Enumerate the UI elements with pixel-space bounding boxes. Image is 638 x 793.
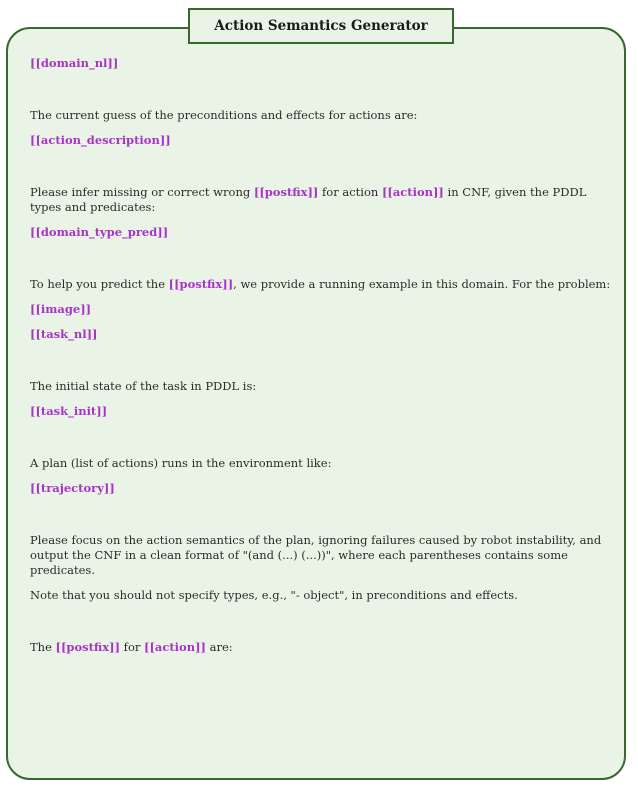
card-title: Action Semantics Generator <box>188 8 454 44</box>
placeholder-domain-type-pred: [[domain_type_pred]] <box>30 225 169 239</box>
final-text: The [[postfix]] for [[action]] are: <box>30 640 233 654</box>
placeholder-task-init: [[task_init]] <box>30 404 108 418</box>
placeholder-task-nl: [[task_nl]] <box>30 327 98 341</box>
placeholder-trajectory: [[trajectory]] <box>30 481 115 495</box>
plan-text: A plan (list of actions) runs in the environment like: <box>30 456 332 470</box>
placeholder-action-description: [[action_description]] <box>30 133 171 147</box>
initial-state-text: The initial state of the task in PDDL is: <box>30 379 257 393</box>
placeholder-action: [[action]] <box>381 185 444 199</box>
placeholder-postfix: [[postfix]] <box>55 640 121 654</box>
infer-text: Please infer missing or correct wrong [[postfix]] for action [[action]] in CNF, given the PDDL types and predicates: <box>30 185 587 214</box>
placeholder-domain-nl: [[domain_nl]] <box>30 56 119 70</box>
note-text: Note that you should not specify types, e.g., "- object", in preconditions and effects. <box>30 588 518 602</box>
prompt-content <box>30 56 615 655</box>
help-text: To help you predict the [[postfix]], we provide a running example in this domain. For the problem: <box>30 277 611 291</box>
placeholder-postfix: [[postfix]] <box>253 185 319 199</box>
placeholder-image: [[image]] <box>30 302 92 316</box>
current-guess-text: The current guess of the preconditions and effects for actions are: <box>30 108 418 122</box>
placeholder-action: [[action]] <box>144 640 206 654</box>
focus-text: Please focus on the action semantics of the plan, ignoring failures caused by robot instability, and output the CNF in a clean format of "(and (...) (...))", where each parentheses contains some predicates. <box>30 533 602 577</box>
placeholder-postfix: [[postfix]] <box>168 277 234 291</box>
